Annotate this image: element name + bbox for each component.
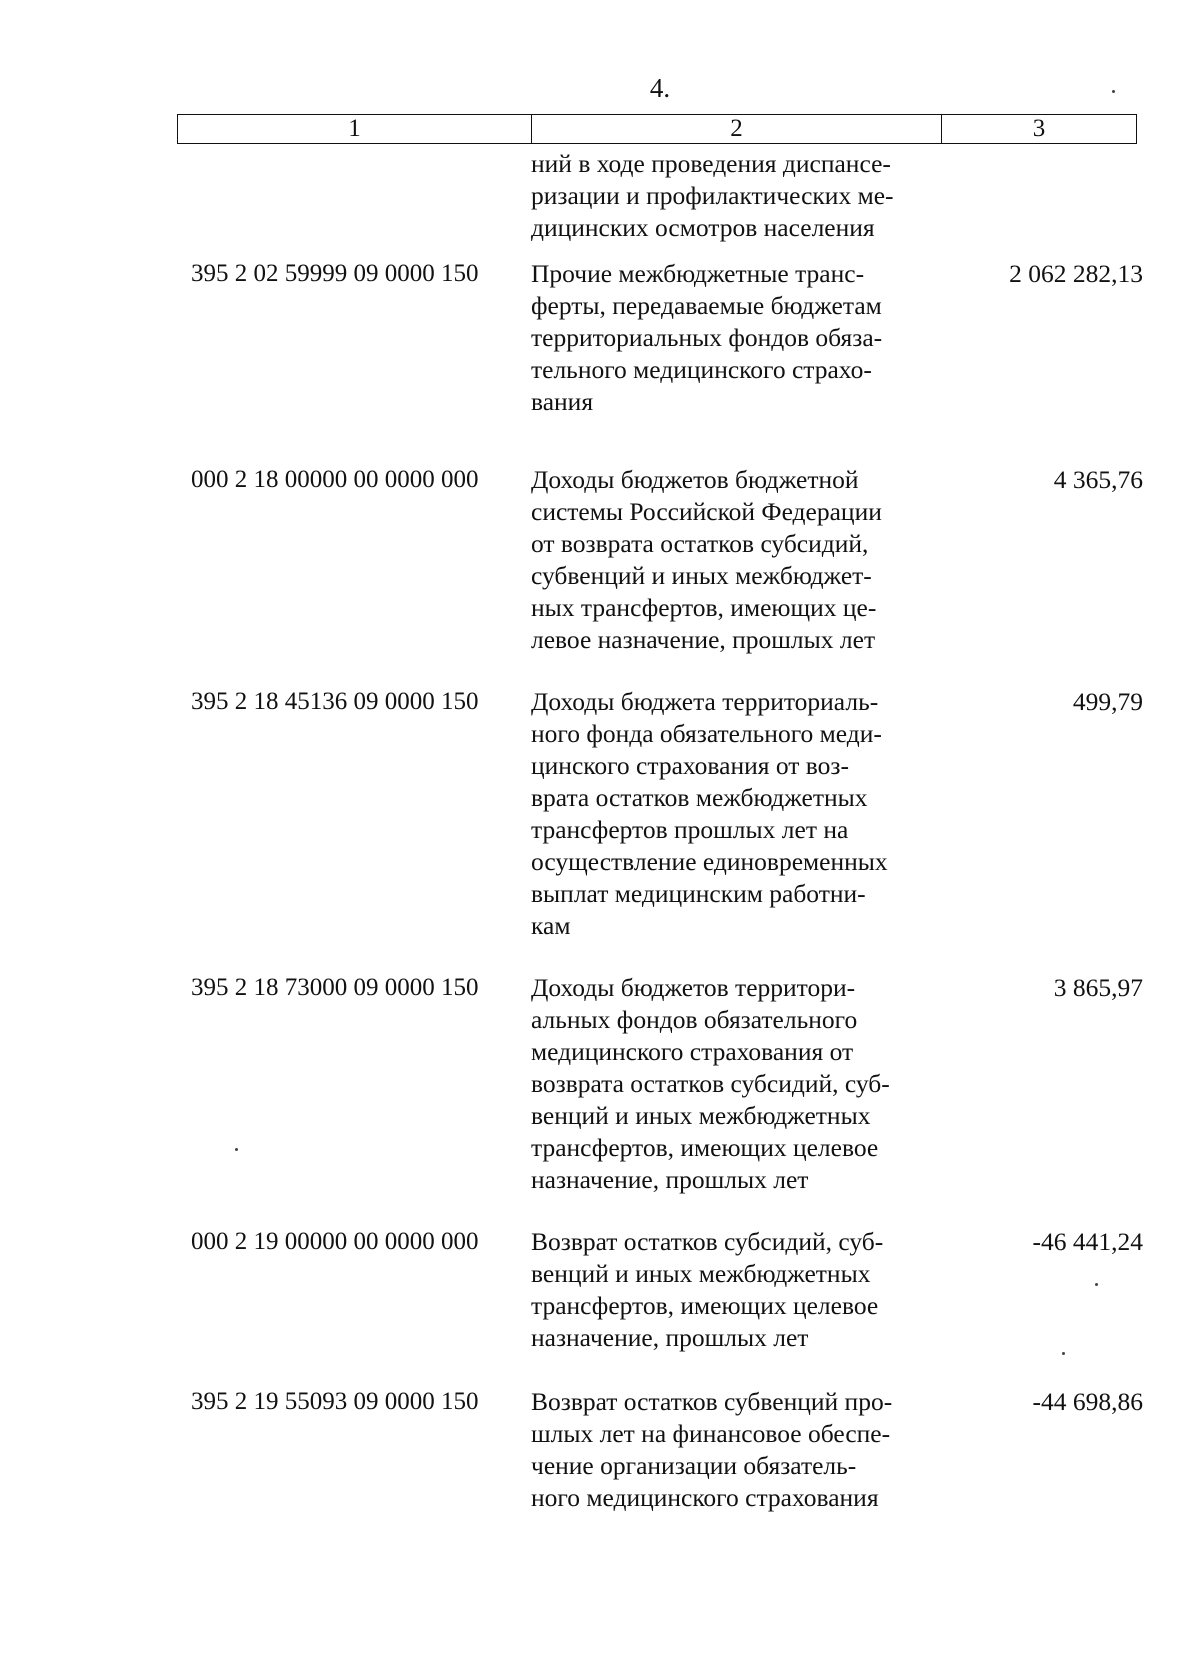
description-line: назначение, прошлых лет <box>531 1165 809 1194</box>
description-line: ризации и профилактических ме- <box>531 181 894 210</box>
description-line: ний в ходе проведения диспансе- <box>531 149 891 178</box>
description-line: системы Российской Федерации <box>531 497 882 526</box>
table-header <box>177 114 1137 144</box>
row-amount: 3 865,97 <box>1053 973 1143 1002</box>
description-line: субвенций и иных межбюджет- <box>531 561 872 590</box>
row-amount: 4 365,76 <box>1053 465 1143 494</box>
column-header-2: 2 <box>532 115 942 143</box>
row-amount: 499,79 <box>1072 687 1143 716</box>
row-code: 395 2 02 59999 09 0000 150 <box>191 260 479 287</box>
row-amount: -46 441,24 <box>1032 1227 1143 1256</box>
description-line: врата остатков межбюджетных <box>531 783 868 812</box>
row-code: 395 2 18 73000 09 0000 150 <box>191 974 479 1001</box>
description-line: Доходы бюджета территориаль- <box>531 687 879 716</box>
scan-speck <box>1112 90 1115 93</box>
description-line: левое назначение, прошлых лет <box>531 625 876 654</box>
description-line: трансфертов прошлых лет на <box>531 815 849 844</box>
description-line: трансфертов, имеющих целевое <box>531 1291 879 1320</box>
row-code: 000 2 19 00000 00 0000 000 <box>191 1228 479 1255</box>
description-line: Доходы бюджетов территори- <box>531 973 856 1002</box>
row-amount: -44 698,86 <box>1032 1387 1143 1416</box>
description-line: ного фонда обязательного меди- <box>531 719 882 748</box>
scan-speck <box>235 1148 238 1151</box>
description-line: вания <box>531 387 594 416</box>
description-line: альных фондов обязательного <box>531 1005 858 1034</box>
page-number: 4. <box>649 73 671 103</box>
description-line: ных трансфертов, имеющих це- <box>531 593 877 622</box>
description-line: осуществление единовременных <box>531 847 888 876</box>
description-line: цинского страхования от воз- <box>531 751 849 780</box>
description-line: Прочие межбюджетные транс- <box>531 259 865 288</box>
scan-speck <box>1095 1283 1098 1286</box>
description-line: кам <box>531 911 571 940</box>
row-description <box>531 258 921 418</box>
description-line: венций и иных межбюджетных <box>531 1101 871 1130</box>
description-line: Возврат остатков субсидий, суб- <box>531 1227 884 1256</box>
description-line: шлых лет на финансовое обеспе- <box>531 1419 891 1448</box>
scan-speck <box>1062 1352 1065 1355</box>
description-line: чение организации обязатель- <box>531 1451 857 1480</box>
description-line: территориальных фондов обяза- <box>531 323 883 352</box>
row-code: 395 2 19 55093 09 0000 150 <box>191 1388 479 1415</box>
row-description <box>531 464 921 656</box>
description-line: венций и иных межбюджетных <box>531 1259 871 1288</box>
row-description <box>531 1386 921 1514</box>
row-amount: 2 062 282,13 <box>1009 259 1143 288</box>
row-description <box>531 686 921 942</box>
row-code: 000 2 18 00000 00 0000 000 <box>191 466 479 493</box>
description-line: Возврат остатков субвенций про- <box>531 1387 893 1416</box>
row-description <box>531 1226 921 1354</box>
description-line: ферты, передаваемые бюджетам <box>531 291 882 320</box>
description-line: от возврата остатков субсидий, <box>531 529 869 558</box>
description-line: медицинского страхования от <box>531 1037 854 1066</box>
row-code: 395 2 18 45136 09 0000 150 <box>191 688 479 715</box>
row-description <box>531 972 921 1196</box>
description-line: возврата остатков субсидий, суб- <box>531 1069 890 1098</box>
description-line: ного медицинского страхования <box>531 1483 879 1512</box>
description-line: Доходы бюджетов бюджетной <box>531 465 859 494</box>
description-line: трансфертов, имеющих целевое <box>531 1133 879 1162</box>
description-line: тельного медицинского страхо- <box>531 355 872 384</box>
description-line: выплат медицинским работни- <box>531 879 866 908</box>
description-line: дицинских осмотров населения <box>531 213 875 242</box>
description-line: назначение, прошлых лет <box>531 1323 809 1352</box>
column-header-3: 3 <box>1032 115 1046 142</box>
row-description <box>531 148 921 244</box>
column-header-1: 1 <box>178 115 532 143</box>
